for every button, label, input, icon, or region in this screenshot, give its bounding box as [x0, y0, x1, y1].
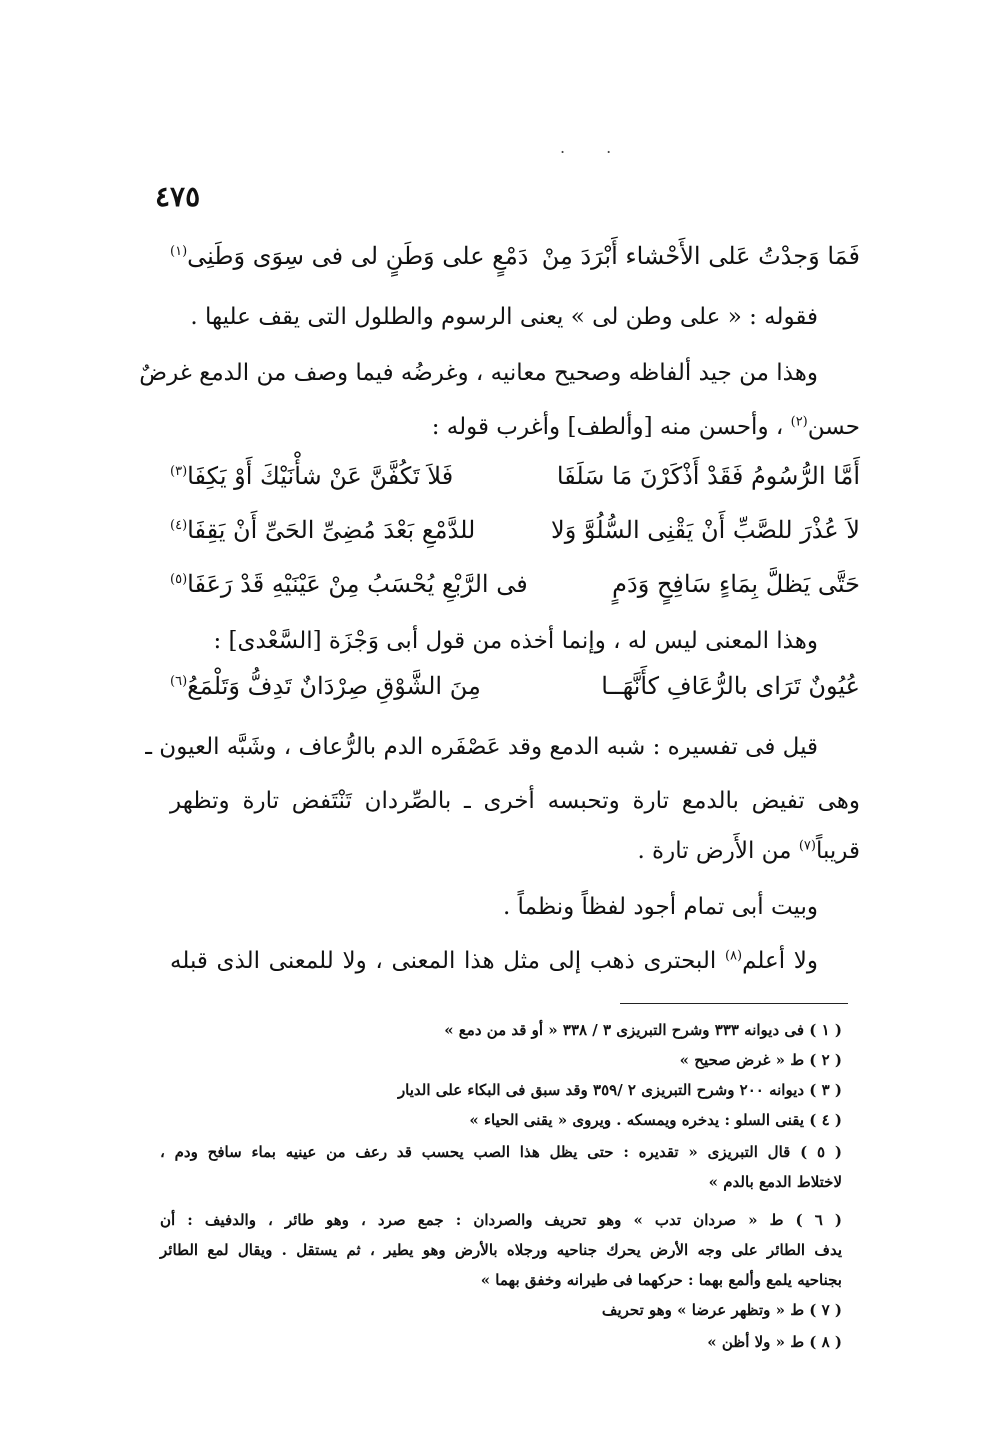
footnote-marker: (٨) — [724, 948, 743, 964]
footnote-continuation: لاختلاط الدمع بالدم » — [708, 1173, 842, 1191]
verse-second-hemistich: فى الرَّبْعِ يُحْسَبُ مِنْ عَيْنَيْهِ قَدْ رَعَفَا$^{(٥)}$ — [170, 570, 528, 598]
verse-first-hemistich: أَمَّا الرُّسُومُ فَقَدْ أَذْكَرْنَ مَا سَلَفَا — [556, 462, 860, 490]
paragraph-line: حسن$^{(٢)}$ ، وأحسن منه [وألطف] وأغرب قوله : — [431, 414, 860, 440]
footnote: ( ٤ ) يقنى السلو : يدخره ويمسكه . ويروى « يقنى الحياء » — [469, 1111, 842, 1129]
verse-line — [170, 236, 860, 276]
verse-line — [170, 456, 860, 496]
footnote: ( ٧ ) ط « وتظهر عرضا » وهو تحريف — [601, 1301, 842, 1319]
verse-first-hemistich: عُيُونٌ تَرَاى بالرُّعَافِ كأَنَّهَــا — [601, 672, 860, 700]
top-marks: . . — [560, 138, 630, 157]
paragraph-line: قريباً$^{(٧)}$ من الأَرض تارة . — [637, 838, 860, 864]
footnote-separator — [620, 1003, 848, 1004]
verse-second-hemistich: فَلاَ تَكُفَّنَّ عَنْ شأْنَيْكَ أَوْ يَكِفَا$^{(٣)}$ — [170, 462, 454, 490]
footnote: ( ٣ ) ديوانه ٢٠٠ وشرح التبريزى ٢ /٣٥٩ وقد سبق فى البكاء على الديار — [397, 1081, 842, 1099]
footnote: ( ٦ ) ط « صردان تدب » وهو تحريف والصردان : جمع صرد ، وهو طائر ، والدفيف : أن — [160, 1211, 842, 1229]
paragraph-line: ولا أعلم$^{(٨)}$ البحترى ذهب إلى مثل هذا المعنى ، ولا للمعنى الذى قبله — [170, 948, 818, 974]
footnote-continuation: بجناحيه يلمع وألمع بهما : حركهما فى طيرانه وخفق بهما » — [480, 1271, 842, 1289]
verse-second-hemistich: مِنَ الشَّوْقِ صِرْدَانٌ تَدِفُّ وَتَلْمَعُ$^{(٦)}$ — [170, 672, 481, 700]
paragraph-line: فقوله : « على وطن لى » يعنى الرسوم والطلول التى يقف عليها . — [190, 304, 818, 330]
footnote-continuation: يدف الطائر على وجه الأرض يحرك جناحيه ورجلاه بالأرض وهو يطير ، ثم يستقل . ويقال لمع الطائر — [160, 1241, 842, 1259]
verse-first-hemistich: حَتَّى يَظلَّ بِمَاءٍ سَافِحٍ وَدَمٍ — [612, 570, 860, 598]
footnote: ( ٨ ) ط « ولا أظن » — [707, 1333, 842, 1351]
verse-second-hemistich: للدَّمْعِ بَعْدَ مُضِىِّ الحَىِّ أَنْ يَقِفَا$^{(٤)}$ — [170, 516, 476, 544]
footnote-marker: (٥) — [170, 572, 188, 587]
verse-line — [170, 564, 860, 604]
paragraph-line: قيل فى تفسيره : شبه الدمع وقد عَصْفَره الدم بالرُّعاف ، وشَبَّه العيون ـ — [145, 734, 818, 760]
footnote: ( ١ ) فى ديوانه ٣٣٣ وشرح التبريزى ٣ / ٣٣٨ « أو قد من دمع » — [444, 1021, 842, 1039]
paragraph-line: وبيت أبى تمام أجود لفظاً ونظماً . — [502, 894, 818, 920]
verse-second-hemistich: دَمْعٍ على وَطَنٍ لى فى سِوَى وَطَنِى$^{(١)}$ — [170, 242, 529, 270]
footnote: ( ٢ ) ط « غرض صحيح » — [679, 1051, 842, 1069]
footnote-marker: (٣) — [170, 464, 188, 479]
footnote-marker: (٧) — [798, 838, 816, 854]
verse-first-hemistich: فَمَا وَجدْتُ عَلى الأَحْشاء أَبْرَدَ مِنْ — [541, 242, 860, 270]
footnote-marker: (٤) — [170, 518, 188, 533]
footnote-marker: (٦) — [170, 674, 188, 689]
footnote: ( ٥ ) قال التبريزى « تقديره : حتى يظل هذا الصب يحسب قد رعف من عينيه بماء سافح ودم ، — [160, 1143, 842, 1161]
paragraph-line: وهذا المعنى ليس له ، وإنما أخذه من قول أبى وَجْزَة [السَّعْدى] : — [213, 628, 818, 654]
footnote-marker: (٢) — [790, 414, 808, 430]
verse-line — [170, 666, 860, 706]
paragraph-line: وهى تفيض بالدمع تارة وتحبسه أخرى ـ بالصِّردان تَنْتَفض تارة وتظهر — [170, 788, 860, 814]
verse-first-hemistich: لاَ عُذْرَ للصَّبِّ أَنْ يَقْنِى السُّلُوَّ وَلا — [551, 516, 860, 544]
footnote-marker: (١) — [170, 244, 188, 259]
page-number: ٤٧٥ — [155, 180, 201, 213]
verse-line — [170, 510, 860, 550]
paragraph-line: وهذا من جيد ألفاظه وصحيح معانيه ، وغرضُه فيما وصف من الدمع غرضٌ — [139, 360, 818, 386]
